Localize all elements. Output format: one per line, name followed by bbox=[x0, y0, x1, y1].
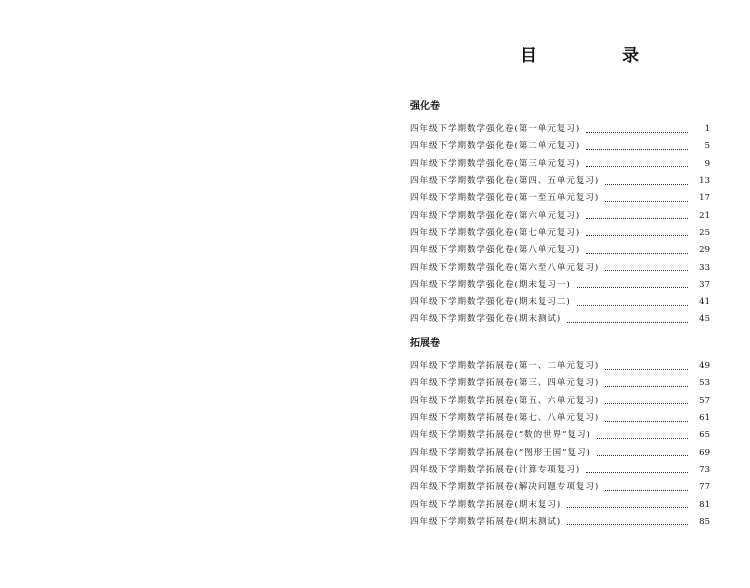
toc-entry-page-number: 45 bbox=[699, 314, 710, 325]
toc-entry[interactable] bbox=[410, 225, 710, 242]
toc-entry-title: 四年级下学期数学拓展卷(第一、二单元复习) bbox=[410, 361, 600, 372]
dot-leader bbox=[586, 132, 688, 133]
toc-entry-page-number: 81 bbox=[699, 499, 710, 510]
toc-entry-title: 四年级下学期数学强化卷(第一单元复习) bbox=[410, 124, 581, 135]
toc-entry-page-number: 61 bbox=[699, 413, 710, 424]
toc-entry[interactable] bbox=[410, 294, 710, 311]
toc-section-reinforcement bbox=[410, 99, 710, 329]
toc-entry-title: 四年级下学期数学强化卷(第八单元复习) bbox=[410, 245, 581, 256]
toc-entry[interactable] bbox=[410, 242, 710, 259]
toc-entry-page-number: 49 bbox=[699, 361, 710, 372]
dot-leader bbox=[605, 403, 688, 404]
toc-entry[interactable] bbox=[410, 393, 710, 410]
toc-entry-title: 四年级下学期数学强化卷(第六单元复习) bbox=[410, 210, 581, 221]
dot-leader bbox=[605, 201, 688, 202]
toc-entry-title: 四年级下学期数学强化卷(期末测试) bbox=[410, 314, 562, 325]
toc-entry-page-number: 65 bbox=[699, 430, 710, 441]
toc-entry-page-number: 85 bbox=[699, 516, 710, 527]
toc-entry[interactable] bbox=[410, 496, 710, 513]
toc-entry-page-number: 33 bbox=[699, 262, 710, 273]
toc-entry-page-number: 77 bbox=[699, 482, 710, 493]
toc-entry[interactable] bbox=[410, 358, 710, 375]
toc-entry-title: 四年级下学期数学强化卷(第一至五单元复习) bbox=[410, 193, 600, 204]
toc-list bbox=[410, 121, 710, 329]
dot-leader bbox=[567, 507, 688, 508]
toc-entry[interactable] bbox=[410, 514, 710, 531]
page-title: 目 录 bbox=[520, 46, 673, 66]
toc-entry-title: 四年级下学期数学强化卷(第二单元复习) bbox=[410, 141, 581, 152]
toc-entry[interactable] bbox=[410, 479, 710, 496]
toc-entry-page-number: 41 bbox=[699, 297, 710, 308]
dot-leader bbox=[586, 166, 688, 167]
toc-entry-title: 四年级下学期数学强化卷(第四、五单元复习) bbox=[410, 176, 600, 187]
dot-leader bbox=[597, 455, 688, 456]
dot-leader bbox=[605, 184, 688, 185]
toc-entry-page-number: 1 bbox=[704, 124, 710, 135]
toc-entry[interactable] bbox=[410, 121, 710, 138]
toc-entry[interactable] bbox=[410, 138, 710, 155]
dot-leader bbox=[605, 421, 688, 422]
toc-entry-title: 四年级下学期数学拓展卷(“数的世界”复习) bbox=[410, 430, 591, 441]
dot-leader bbox=[605, 270, 688, 271]
dot-leader bbox=[577, 287, 688, 288]
dot-leader bbox=[605, 386, 688, 387]
toc-entry[interactable] bbox=[410, 462, 710, 479]
toc-entry-page-number: 73 bbox=[699, 464, 710, 475]
toc-entry[interactable] bbox=[410, 259, 710, 276]
toc-entry-title: 四年级下学期数学拓展卷(解决问题专项复习) bbox=[410, 482, 600, 493]
toc-entry[interactable] bbox=[410, 156, 710, 173]
toc-entry[interactable] bbox=[410, 190, 710, 207]
toc-entry-title: 四年级下学期数学拓展卷(第七、八单元复习) bbox=[410, 413, 600, 424]
toc-entry-page-number: 37 bbox=[699, 279, 710, 290]
toc-entry[interactable] bbox=[410, 375, 710, 392]
dot-leader bbox=[586, 472, 688, 473]
toc-entry[interactable] bbox=[410, 207, 710, 224]
toc-entry-title: 四年级下学期数学拓展卷(第五、六单元复习) bbox=[410, 395, 600, 406]
dot-leader bbox=[586, 235, 688, 236]
toc-entry[interactable] bbox=[410, 173, 710, 190]
toc-entry-title: 四年级下学期数学强化卷(期末复习二) bbox=[410, 297, 571, 308]
dot-leader bbox=[597, 438, 688, 439]
toc-entry-title: 四年级下学期数学强化卷(第三单元复习) bbox=[410, 158, 581, 169]
toc-entry-title: 四年级下学期数学拓展卷(第三、四单元复习) bbox=[410, 378, 600, 389]
toc-entry-title: 四年级下学期数学强化卷(期末复习一) bbox=[410, 279, 571, 290]
toc-entry-title: 四年级下学期数学拓展卷(“图形王国”复习) bbox=[410, 447, 591, 458]
dot-leader bbox=[567, 524, 688, 525]
dot-leader bbox=[605, 490, 688, 491]
section-heading: 强化卷 bbox=[410, 101, 440, 112]
toc-entry[interactable] bbox=[410, 311, 710, 328]
toc-list bbox=[410, 358, 710, 531]
toc-entry-page-number: 53 bbox=[699, 378, 710, 389]
toc-section-extension bbox=[410, 336, 710, 531]
dot-leader bbox=[586, 253, 688, 254]
toc-entry-title: 四年级下学期数学拓展卷(期末测试) bbox=[410, 516, 562, 527]
toc-entry[interactable] bbox=[410, 277, 710, 294]
toc-entry-page-number: 17 bbox=[699, 193, 710, 204]
dot-leader bbox=[586, 218, 688, 219]
toc-entry-page-number: 9 bbox=[704, 158, 710, 169]
toc-entry[interactable] bbox=[410, 444, 710, 461]
dot-leader bbox=[577, 305, 688, 306]
dot-leader bbox=[605, 369, 688, 370]
dot-leader bbox=[586, 149, 688, 150]
toc-entry-page-number: 25 bbox=[699, 227, 710, 238]
toc-entry-page-number: 29 bbox=[699, 245, 710, 256]
toc-entry-page-number: 13 bbox=[699, 176, 710, 187]
toc-entry-title: 四年级下学期数学强化卷(第六至八单元复习) bbox=[410, 262, 600, 273]
toc-entry-title: 四年级下学期数学强化卷(第七单元复习) bbox=[410, 227, 581, 238]
toc-entry-page-number: 69 bbox=[699, 447, 710, 458]
toc-entry-page-number: 57 bbox=[699, 395, 710, 406]
toc-entry-title: 四年级下学期数学拓展卷(期末复习) bbox=[410, 499, 562, 510]
toc-entry-page-number: 21 bbox=[699, 210, 710, 221]
toc-entry-page-number: 5 bbox=[704, 141, 710, 152]
toc-entry[interactable] bbox=[410, 427, 710, 444]
toc-entry[interactable] bbox=[410, 410, 710, 427]
dot-leader bbox=[567, 322, 688, 323]
toc-entry-title: 四年级下学期数学拓展卷(计算专项复习) bbox=[410, 464, 581, 475]
section-heading: 拓展卷 bbox=[410, 338, 440, 349]
